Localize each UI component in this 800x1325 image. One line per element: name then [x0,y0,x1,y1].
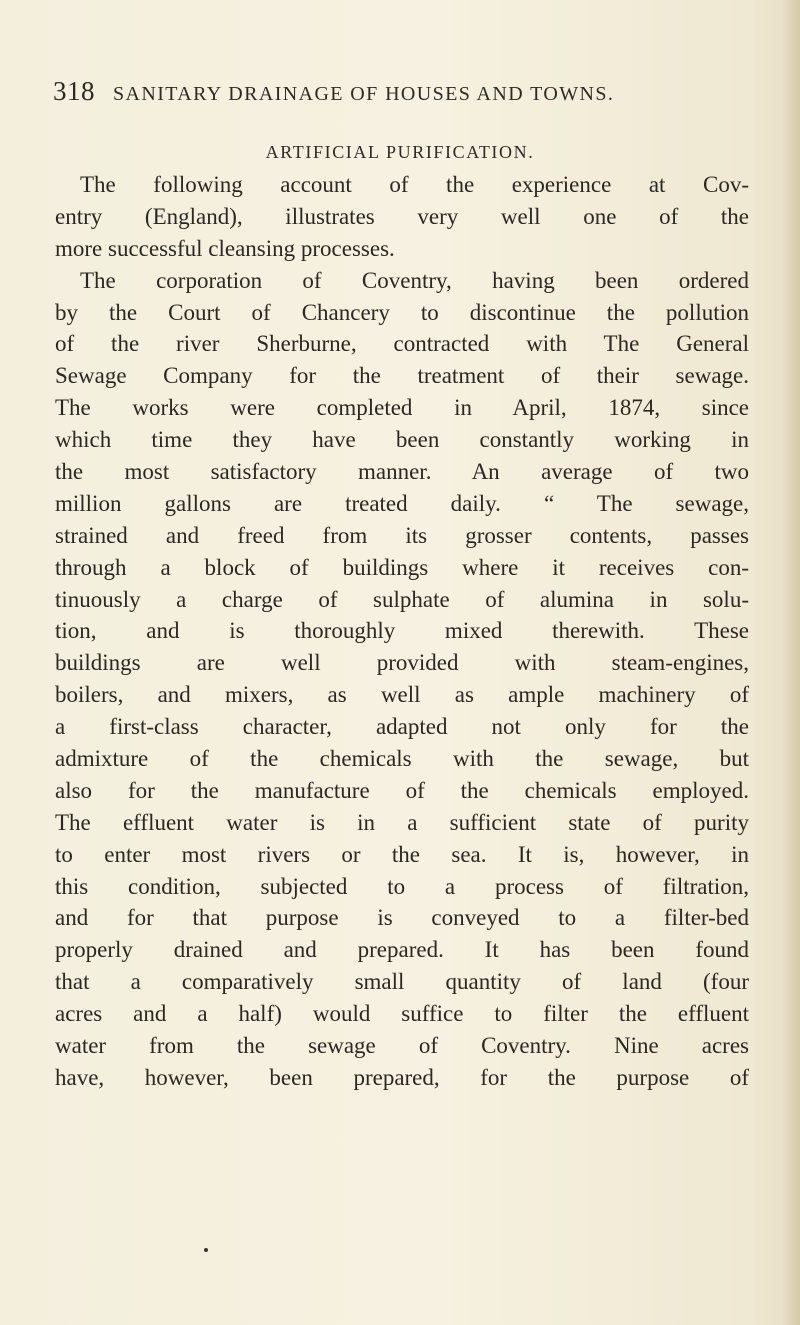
body-line: by the Court of Chancery to discontinue the pollution [55,299,749,325]
body-line: which time they have been constantly working in [55,427,749,453]
body-line: properly drained and prepared. It has been found [55,937,749,963]
body-line: entry (England), illustrates very well one of the [55,203,749,229]
body-line: also for the manufacture of the chemicals employed. [55,777,749,803]
body-line: water from the sewage of Coventry. Nine acres [55,1033,749,1059]
body-line: Sewage Company for the treatment of their sewage. [55,363,749,389]
body-line: through a block of buildings where it receives con- [55,554,749,580]
running-title: SANITARY DRAINAGE OF HOUSES AND TOWNS. [113,83,615,105]
body-line: have, however, been prepared, for the purpose of [55,1064,749,1090]
body-line: acres and a half) would suffice to filter the effluent [55,1001,749,1027]
body-line: The works were completed in April, 1874, since [55,395,749,421]
body-line: a first-class character, adapted not only for the [55,714,749,740]
body-line: tion, and is thoroughly mixed therewith. These [55,618,749,644]
body-line: tinuously a charge of sulphate of alumina in solu- [55,586,749,612]
body-line: this condition, subjected to a process of filtration, [55,873,749,899]
body-line: buildings are well provided with steam-engines, [55,650,749,676]
body-line: The effluent water is in a sufficient state of purity [55,809,749,835]
ink-speck [204,1248,208,1252]
body-line: admixture of the chemicals with the sewage, but [55,746,749,772]
body-line: The corporation of Coventry, having been ordered [80,267,749,293]
body-line: strained and freed from its grosser contents, passes [55,522,749,548]
page-number: 318 [53,76,95,106]
body-line: and for that purpose is conveyed to a filter-bed [55,905,749,931]
body-line: the most satisfactory manner. An average of two [55,459,749,485]
body-text [55,169,749,1094]
body-line: million gallons are treated daily. “ The sewage, [55,490,749,516]
page-edge-shadow [782,0,800,1325]
body-line: that a comparatively small quantity of land (four [55,969,749,995]
running-head [53,76,753,116]
body-line: boilers, and mixers, as well as ample machinery of [55,682,749,708]
body-line: of the river Sherburne, contracted with The General [55,331,749,357]
body-line: more successful cleansing processes. [55,235,395,261]
body-line: The following account of the experience at Cov- [80,172,749,197]
section-heading: ARTIFICIAL PURIFICATION. [265,142,535,162]
body-line: to enter most rivers or the sea. It is, however, in [55,841,749,867]
